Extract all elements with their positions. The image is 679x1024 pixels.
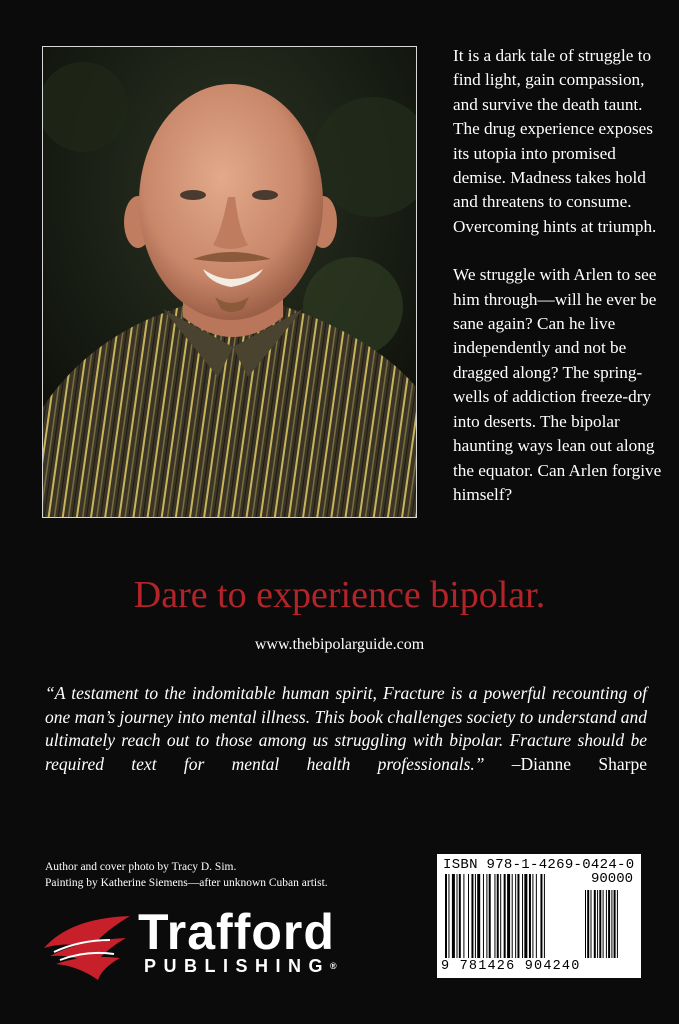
credits-line-2: Painting by Katherine Siemens—after unknown Cuban artist. [45,877,328,889]
review-quote [45,682,647,776]
publisher-sub-text: PUBLISHING [144,956,331,976]
tagline: Dare to experience bipolar. [133,574,546,616]
isbn-barcode [437,854,641,978]
publisher-subtitle [144,956,337,976]
barcode-bars [445,874,635,960]
registered-mark: ® [330,961,337,971]
trafford-publishing-logo [40,904,380,988]
blurb-paragraph-1: It is a dark tale of struggle to find light, gain compassion, and survive the death taunt. The drug experience exposes its utopia into promised demise. Madness takes hold and threatens to consume. Overcoming hints at triumph. [453,46,657,236]
author-photo [42,46,417,518]
back-cover-blurb [453,44,663,507]
price-code: 90000 [590,871,633,887]
publisher-name: Trafford [138,904,335,960]
credits-line-1: Author and cover photo by Tracy D. Sim. [45,861,237,873]
quote-attribution: –Dianne Sharpe [484,753,647,774]
photo-credits [45,859,328,891]
book-wing-icon [40,910,132,984]
author-portrait-image [43,47,416,517]
isbn-number: ISBN 978-1-4269-0424-0 [443,857,635,873]
blurb-paragraph-2: We struggle with Arlen to see him through—will he ever be sane again? Can he live independently and not be dragged along? The spring-wells of addiction freeze-dry into deserts. The bipolar haunting ways lean out along the equator. Can Arlen forgive himself? [453,265,662,504]
barcode-digits: 9 781426 904240 [441,959,581,974]
quote-text: “A testament to the indomitable human spirit, Fracture is a powerful recounting of one man’s journey into mental illness. This book challenges society to understand and ultimately reach out to those among us struggling with bipolar. Fracture should be required text for mental health professionals.” [45,683,647,774]
website-url: www.thebipolarguide.com [254,636,425,653]
